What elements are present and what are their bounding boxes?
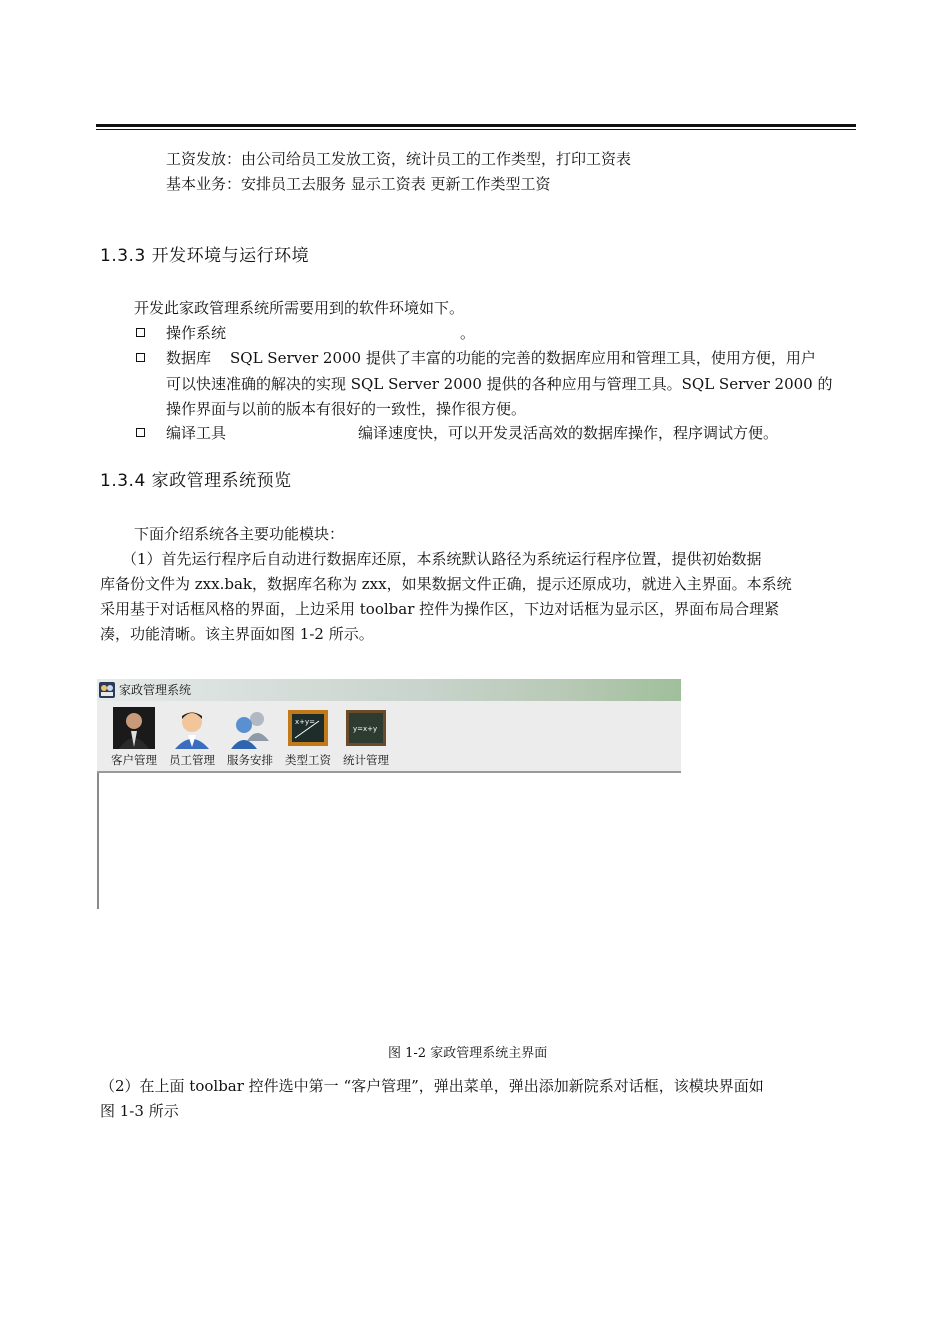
toolbar-label: 统计管理 xyxy=(343,753,389,767)
heading-1-3-3: 1.3.3 开发环境与运行环境 xyxy=(100,246,310,266)
tail-para-line2: 图 1-3 所示 xyxy=(100,1102,179,1120)
app-client-area xyxy=(97,773,683,909)
toolbar-label: 类型工资 xyxy=(285,753,331,767)
toolbar-label: 客户管理 xyxy=(111,753,157,767)
toolbar-label: 员工管理 xyxy=(169,753,215,767)
toolbar-button-service[interactable] xyxy=(221,705,277,769)
toolbar-label: 服务安排 xyxy=(227,753,273,767)
checkbox-bullet-icon xyxy=(136,353,145,362)
toolbar-button-customer[interactable] xyxy=(105,705,161,769)
env-item-db-text1: SQL Server 2000 提供了丰富的功能的完善的数据库应用和管理工具，使用方便，用户 xyxy=(230,349,816,367)
svg-text:x+y=: x+y= xyxy=(295,718,316,726)
app-toolbar xyxy=(97,701,681,773)
env-item-db-label: 数据库 xyxy=(166,349,212,367)
env-item-os-tail: 。 xyxy=(460,324,476,342)
text-line-wage: 工资发放：由公司给员工发放工资，统计员工的工作类型，打印工资表 xyxy=(166,150,632,168)
env-item-db-text2: 可以快速准确的解决的实现 SQL Server 2000 提供的各种应用与管理工具。SQL Server 2000 的 xyxy=(166,375,833,393)
toolbar-button-wage-type[interactable] xyxy=(279,705,335,769)
app-window-screenshot xyxy=(97,679,681,909)
app-logo-icon xyxy=(99,682,115,698)
employee-icon xyxy=(171,707,213,749)
heading-1-3-4: 1.3.4 家政管理系统预览 xyxy=(100,471,292,491)
env-item-os-label: 操作系统 xyxy=(166,324,227,342)
checkbox-bullet-icon xyxy=(136,328,145,337)
svg-text:y=x+y: y=x+y xyxy=(353,725,378,733)
env-item-db-text3: 操作界面与以前的版本有很好的一致性，操作很方便。 xyxy=(166,400,527,418)
app-title: 家政管理系统 xyxy=(119,683,192,697)
tail-para-line1: （2）在上面 toolbar 控件选中第一 “客户管理”，弹出菜单，弹出添加新院系对话框，该模块界面如 xyxy=(100,1077,764,1095)
env-item-compiler-label: 编译工具 xyxy=(166,424,227,442)
customer-icon xyxy=(113,707,155,749)
service-icon xyxy=(229,707,271,749)
header-rule-thick xyxy=(96,124,856,127)
header-rule-thin xyxy=(96,129,856,130)
text-line-business: 基本业务：安排员工去服务 显示工资表 更新工作类型工资 xyxy=(166,175,551,193)
toolbar-button-employee[interactable] xyxy=(163,705,219,769)
preview-para-line4: 凑，功能清晰。该主界面如图 1-2 所示。 xyxy=(100,625,374,643)
wage-type-icon xyxy=(287,707,329,749)
env-item-compiler-text: 编译速度快，可以开发灵活高效的数据库操作，程序调试方便。 xyxy=(358,424,779,442)
checkbox-bullet-icon xyxy=(136,428,145,437)
preview-para-line2: 库备份文件为 zxx.bak，数据库名称为 zxx，如果数据文件正确，提示还原成功，就进入主界面。本系统 xyxy=(100,575,792,593)
figure-caption: 图 1-2 家政管理系统主界面 xyxy=(388,1046,548,1061)
preview-para-line3: 采用基于对话框风格的界面，上边采用 toolbar 控件为操作区，下边对话框为显示区，界面布局合理紧 xyxy=(100,600,780,618)
preview-intro: 下面介绍系统各主要功能模块： xyxy=(134,525,345,543)
toolbar-button-statistics[interactable] xyxy=(337,705,393,769)
app-titlebar xyxy=(97,679,681,701)
env-intro: 开发此家政管理系统所需要用到的软件环境如下。 xyxy=(134,299,465,317)
statistics-icon xyxy=(345,707,387,749)
preview-para-line1: （1）首先运行程序后自动进行数据库还原，本系统默认路径为系统运行程序位置，提供初始数据 xyxy=(122,550,762,568)
